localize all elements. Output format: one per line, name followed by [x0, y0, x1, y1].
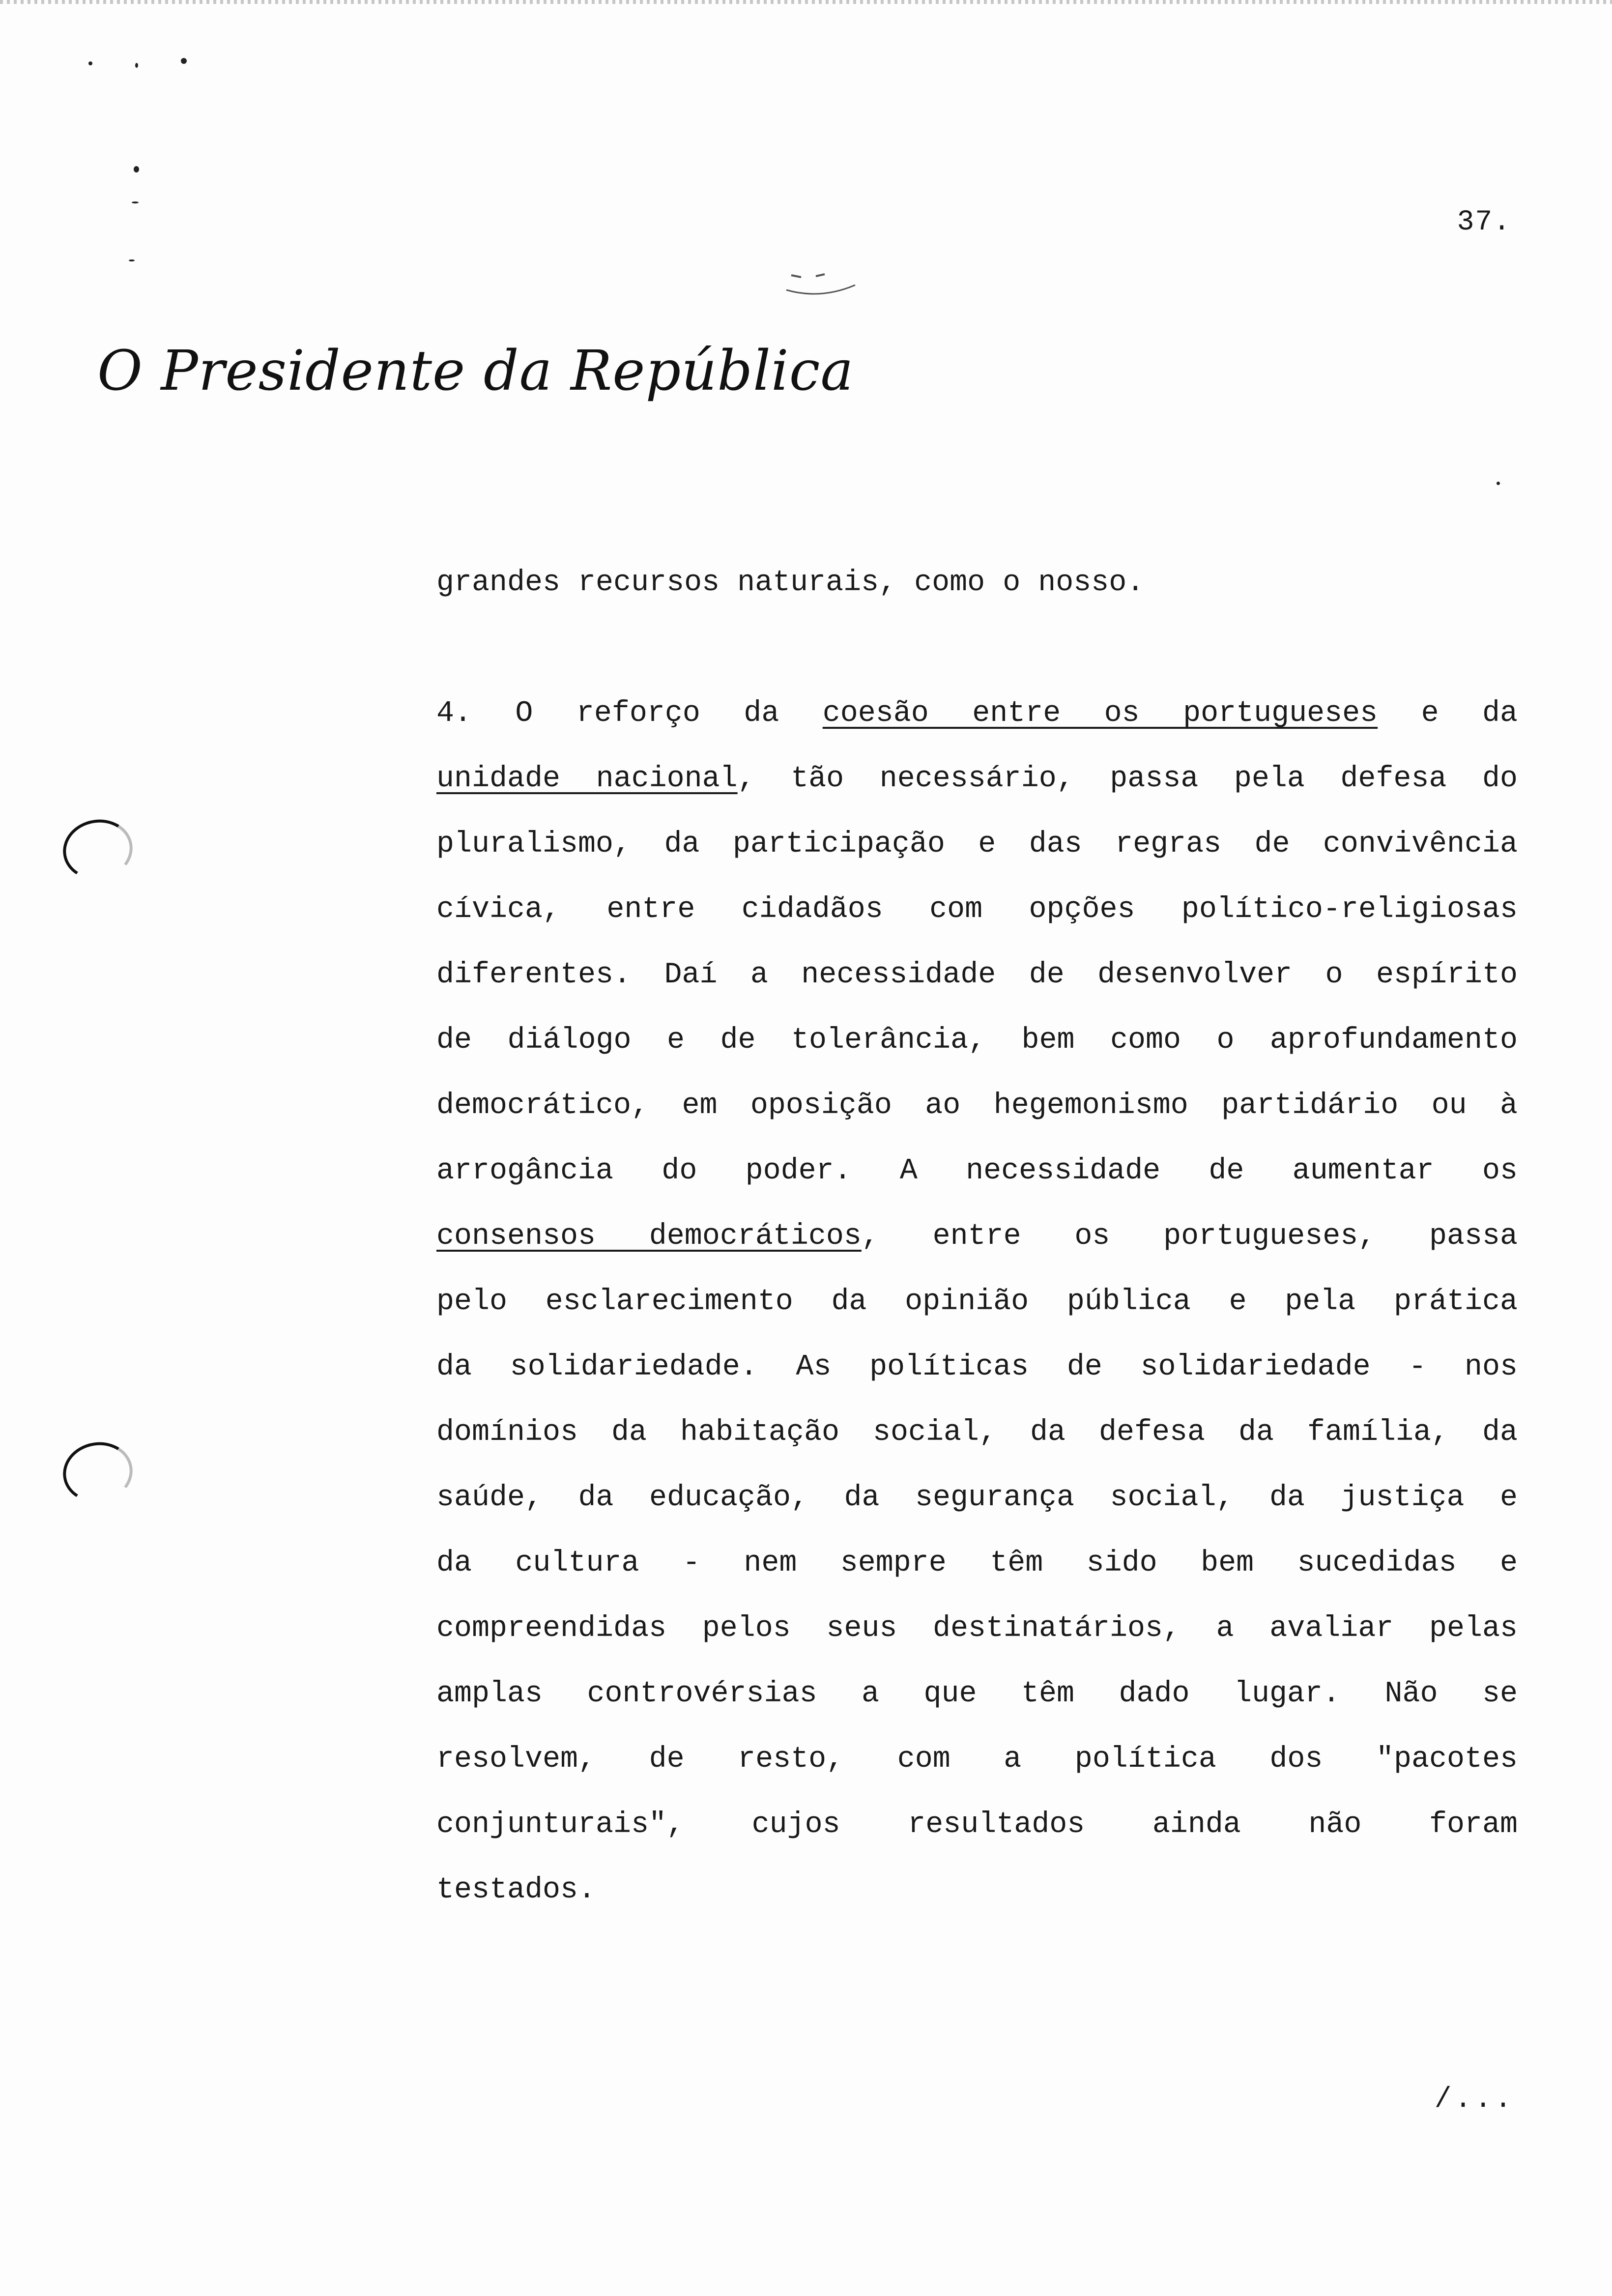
text-line: compreendidas pelos seus destinatários, a avaliar pelas [436, 1612, 1518, 1645]
underlined-phrase: coesão entre os portugueses [822, 697, 1378, 730]
letterhead-signature: O Presidente da República [97, 339, 854, 403]
text-line: cívica, entre cidadãos com opções político-religiosas [436, 893, 1518, 926]
underlined-phrase: unidade nacional [436, 762, 738, 796]
body-text [436, 550, 1518, 1923]
text-line: domínios da habitação social, da defesa da família, da [436, 1416, 1518, 1449]
punch-hole-bottom [58, 1437, 137, 1508]
text-line: diferentes. Daí a necessidade de desenvolver o espírito [436, 958, 1518, 992]
page-number: 37. [1457, 206, 1511, 238]
text-line: de diálogo e de tolerância, bem como o aprofundamento [436, 1024, 1518, 1057]
text-line: arrogância do poder. A necessidade de aumentar os [436, 1154, 1518, 1188]
text-line: pluralismo, da participação e das regras de convivência [436, 828, 1518, 861]
text-line: da solidariedade. As políticas de solidariedade - nos [436, 1350, 1518, 1384]
text-line: conjunturais", cujos resultados ainda não foram [436, 1808, 1518, 1841]
continuation-mark: /... [1434, 2084, 1515, 2116]
punch-hole-top [58, 814, 137, 886]
text-line: amplas controvérsias a que têm dado lugar. Não se [436, 1677, 1518, 1711]
top-edge-rule [0, 0, 1612, 4]
text-line: saúde, da educação, da segurança social, da justiça e [436, 1481, 1518, 1515]
paragraph-gap [436, 616, 1518, 681]
underlined-phrase: consensos democráticos [436, 1220, 862, 1253]
smudge-mark [781, 265, 860, 310]
text-line: 4. O reforço da coesão entre os portugueses e da [436, 697, 1518, 730]
text-line: resolvem, de resto, com a política dos "pacotes [436, 1743, 1518, 1776]
text-line: testados. [436, 1873, 596, 1907]
text-line: consensos democráticos, entre os portugueses, passa [436, 1220, 1518, 1253]
text-line: unidade nacional, tão necessário, passa pela defesa do [436, 762, 1518, 796]
text-line: pelo esclarecimento da opinião pública e pela prática [436, 1285, 1518, 1319]
text-line: grandes recursos naturais, como o nosso. [436, 566, 1145, 600]
text-line: democrático, em oposição ao hegemonismo partidário ou à [436, 1089, 1518, 1122]
text-line: da cultura - nem sempre têm sido bem sucedidas e [436, 1547, 1518, 1580]
